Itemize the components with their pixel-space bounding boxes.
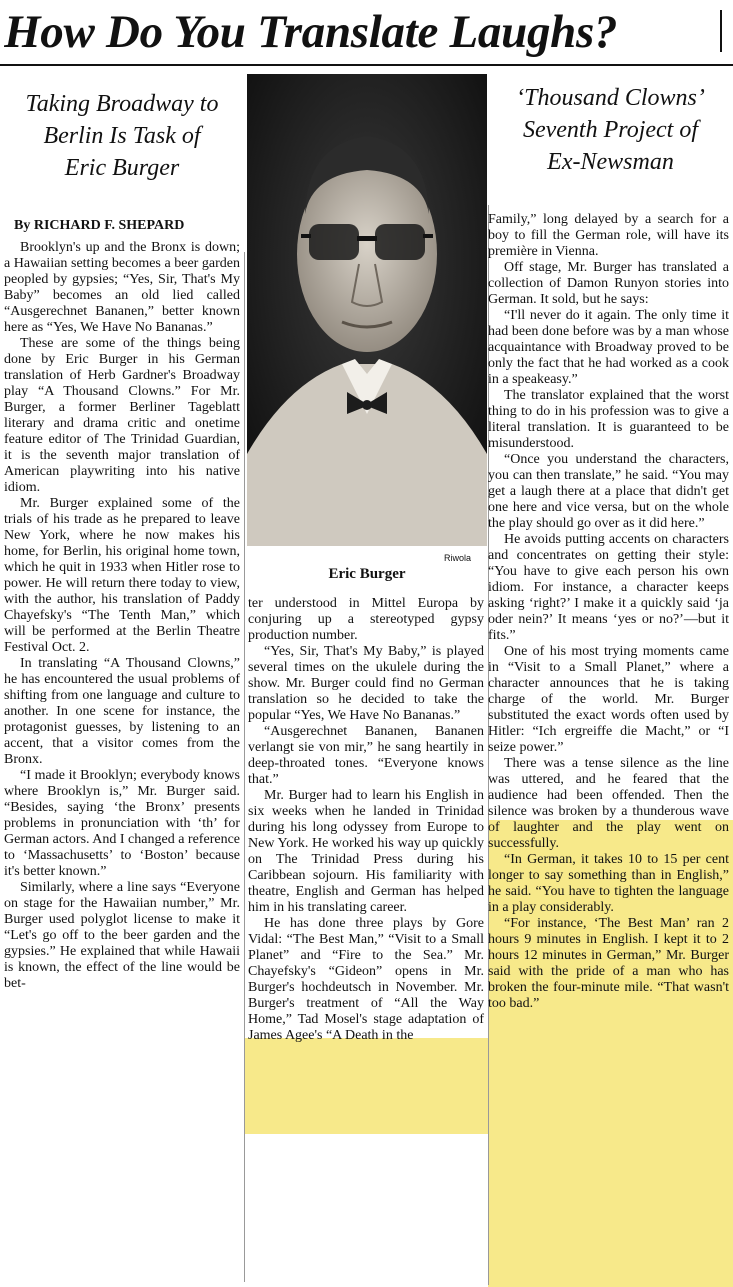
paragraph: ter understood in Mittel Europa by conjuring up a stereotyped gypsy production number.: [248, 596, 484, 643]
highlight-col2: [244, 1038, 488, 1134]
portrait-photo: [247, 74, 487, 546]
paragraph: He has done three plays by Gore Vidal: “The Best Man,” “Visit to a Small Planet” and “Fire to the Sea.” Mr. Chayefsky's “Gideon” opens in Mr. Burger's hochdeutsch in November. Mr. Burger's treatment of “All the Way Home,” Tad Mosel's stage adaptation of James Agee's “A Death in the: [248, 916, 484, 1043]
paragraph: In translating “A Thousand Clowns,” he has encountered the usual problems of shifting from one language and culture to another. In one scene for instance, the protagonist guesses, by listening to an accent, that a visitor comes from the Bronx.: [4, 656, 240, 767]
paragraph: Similarly, where a line says “Everyone on stage for the Hawaiian number,” Mr. Burger used polyglot license to make it “Let's go off to the beer garden and the gypsies.” He explained that while Hawaii is known, the effect of the line would be bet-: [4, 880, 240, 991]
paragraph: Brooklyn's up and the Bronx is down; a Hawaiian setting becomes a beer garden peopled by gypsies; “Yes, Sir, That's My Baby” becomes an old lied called “Ausgerechnet Bananen,” better known here as “Yes, We Have No Bananas.”: [4, 240, 240, 335]
headline-rule: [0, 64, 733, 66]
photo-caption: Eric Burger: [328, 566, 406, 582]
paragraph: “In German, it takes 10 to 15 per cent longer to say something than in English,” he said. “You have to tighten the language in a play considerably.: [488, 852, 729, 915]
deck-left-line: Berlin Is Task of: [43, 123, 201, 149]
paragraph: “I'll never do it again. The only time it had been done before was by a man whose acquaintance with Broadway proved to be only the fact that he had worked as a cook in a speakeasy.”: [488, 308, 729, 387]
paragraph: “Once you understand the characters, you can then translate,” he said. “You may get a laugh there at a place that didn't get one here and vice versa, but on the whole the play should go over as it did here.”: [488, 452, 729, 531]
column-2: [248, 596, 484, 1044]
portrait-image: [247, 74, 487, 546]
deck-left: [0, 88, 244, 184]
paragraph: Family,” long delayed by a search for a boy to fill the German role, will have its première in Vienna.: [488, 212, 729, 259]
paragraph: Mr. Burger explained some of the trials of his trade as he prepared to leave New York, where he now makes his home, for Berlin, his original home town, which he quit in 1933 when Hitler rose to power. He will return there today to view, with the author, his translation of Paddy Chayefsky's “The Tenth Man,” which will be performed at the Berlin Theatre Festival Oct. 2.: [4, 496, 240, 655]
column-divider: [244, 252, 245, 1282]
deck-left-line: Taking Broadway to: [25, 91, 219, 117]
paragraph: These are some of the things being done by Eric Burger in his German translation of Herb Gardner's Broadway play “A Thousand Clowns.” For Mr. Burger, a former Berliner Tageblatt literary and drama critic and onetime feature editor of The Trinidad Guardian, it is the seventh major translation of American playwriting into his native idiom.: [4, 336, 240, 495]
deck-right-line: Ex-Newsman: [547, 149, 674, 175]
photo-credit: Riwola: [444, 553, 472, 563]
paragraph: He avoids putting accents on characters and concentrates on getting their style: “You have to give each person his own idiom. For instance, a character keeps asking ‘right?’ I make it a quickly said ‘ja oder nein?’ It means ‘yes or no?’—but it fits.”: [488, 532, 729, 643]
deck-right-line: Seventh Project of: [522, 117, 699, 143]
paragraph: Off stage, Mr. Burger has translated a collection of Damon Runyon stories into German. It sold, but he says:: [488, 260, 729, 307]
byline: By RICHARD F. SHEPARD: [14, 218, 185, 233]
headline: How Do You Translate Laughs?: [4, 6, 618, 58]
deck-right-line: ‘Thousand Clowns’: [516, 85, 705, 111]
paragraph: “I made it Brooklyn; everybody knows where Brooklyn is,” Mr. Burger said. “Besides, saying ‘the Bronx’ presents problems in pronunciation with ‘th’ for German actors. And I changed a reference to ‘Massachusetts’ to ‘Boston’ because it's better known.”: [4, 768, 240, 879]
paragraph: “For instance, ‘The Best Man’ ran 2 hours 9 minutes in English. I kept it to 2 hours 12 minutes in German,” Mr. Burger said with the pride of a man who has broken the four-minute mile. “That wasn't too bad.”: [488, 916, 729, 1011]
paragraph: “Yes, Sir, That's My Baby,” is played several times on the ukulele during the show. Mr. Burger could find no German translation so he decided to take the popular “Yes, We Have No Bananas.”: [248, 644, 484, 723]
column-1: [4, 240, 240, 992]
headline-cursor-bar: [720, 10, 722, 52]
paragraph: There was a tense silence as the line was uttered, and he feared that the audience had been offended. Then the silence was broken by a thunderous wave of laughter and the play went on successfully.: [488, 756, 729, 851]
paragraph: Mr. Burger had to learn his English in six weeks when he landed in Trinidad during his long odyssey from Europe to New York. He worked his way up quickly on The Trinidad Press during his Caribbean sojourn. His familiarity with theatre, English and German has helped him in his translating career.: [248, 788, 484, 915]
paragraph: The translator explained that the worst thing to do in his profession was to give a literal translation. It is guaranteed to be misunderstood.: [488, 388, 729, 451]
paragraph: “Ausgerechnet Bananen, Bananen verlangt sie von mir,” he sang heartily in deep-throated tones. “Everyone knows that.”: [248, 724, 484, 787]
column-3: [488, 212, 729, 1012]
deck-right: [488, 82, 733, 178]
deck-left-line: Eric Burger: [64, 155, 180, 181]
paragraph: One of his most trying moments came in “Visit to a Small Planet,” where a character announces that he is taking charge of the world. Mr. Burger substituted the exact words often used by Hitler: “Ich ergreiffe die Macht,” or “I seize power.”: [488, 644, 729, 755]
